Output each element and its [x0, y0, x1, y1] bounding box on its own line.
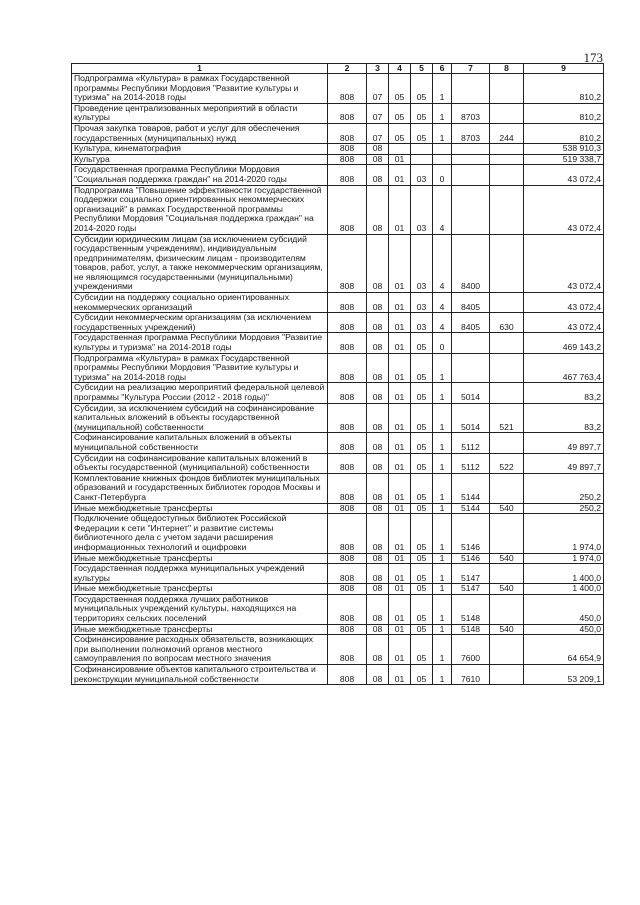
- table-row: [72, 293, 604, 313]
- ministry-code-cell: 808: [328, 514, 367, 553]
- program-code-cell: 05: [411, 635, 433, 665]
- amount-cell: 43 072,4: [524, 165, 604, 185]
- table-row: [72, 503, 604, 514]
- program-code-cell: 03: [411, 185, 433, 234]
- table-row: [72, 453, 604, 473]
- table-row: [72, 144, 604, 155]
- program-code-cell: 03: [411, 293, 433, 313]
- item-name-cell: Проведение централизованных мероприятий в области культуры: [72, 103, 328, 123]
- ministry-code-cell: 808: [328, 74, 367, 104]
- program-code-cell: 05: [411, 503, 433, 514]
- subprogram-code-cell: [433, 144, 452, 155]
- subsection-code-cell: 01: [389, 514, 411, 553]
- section-code-cell: 08: [367, 144, 389, 155]
- section-code-cell: 08: [367, 433, 389, 453]
- section-code-cell: 07: [367, 123, 389, 143]
- ministry-code-cell: 808: [328, 635, 367, 665]
- column-header: 6: [433, 64, 452, 74]
- amount-cell: 519 338,7: [524, 154, 604, 165]
- section-code-cell: 08: [367, 624, 389, 635]
- section-code-cell: 08: [367, 503, 389, 514]
- expense-type-code-cell: 244: [490, 123, 524, 143]
- target-code-cell: 5148: [452, 624, 490, 635]
- subprogram-code-cell: 1: [433, 665, 452, 685]
- expense-type-code-cell: 540: [490, 553, 524, 564]
- subprogram-code-cell: 1: [433, 433, 452, 453]
- subsection-code-cell: 01: [389, 665, 411, 685]
- amount-cell: 810,2: [524, 103, 604, 123]
- column-header: 2: [328, 64, 367, 74]
- subprogram-code-cell: 1: [433, 594, 452, 624]
- table-row: [72, 74, 604, 104]
- subsection-code-cell: 01: [389, 635, 411, 665]
- amount-cell: 83,2: [524, 403, 604, 433]
- target-code-cell: 8405: [452, 293, 490, 313]
- table-body: [72, 74, 604, 685]
- expense-type-code-cell: [490, 165, 524, 185]
- subprogram-code-cell: 1: [433, 383, 452, 403]
- table-row: [72, 154, 604, 165]
- subsection-code-cell: 01: [389, 313, 411, 333]
- subsection-code-cell: 05: [389, 74, 411, 104]
- subprogram-code-cell: 1: [433, 403, 452, 433]
- program-code-cell: 05: [411, 594, 433, 624]
- table-row: [72, 635, 604, 665]
- target-code-cell: [452, 165, 490, 185]
- table-row: [72, 473, 604, 503]
- table-row: [72, 553, 604, 564]
- item-name-cell: Субсидии на поддержку социально ориентированных некоммерческих организаций: [72, 293, 328, 313]
- target-code-cell: 7610: [452, 665, 490, 685]
- column-header: 8: [490, 64, 524, 74]
- ministry-code-cell: 808: [328, 103, 367, 123]
- table-row: [72, 624, 604, 635]
- section-code-cell: 08: [367, 564, 389, 584]
- expense-type-code-cell: [490, 473, 524, 503]
- expense-type-code-cell: [490, 665, 524, 685]
- expense-type-code-cell: [490, 433, 524, 453]
- item-name-cell: Культура, кинематография: [72, 144, 328, 155]
- item-name-cell: Подпрограмма «Культура» в рамках Государственной программы Республики Мордовия "Развитие культуры и туризма" на 2014-2018 годы: [72, 353, 328, 383]
- subprogram-code-cell: [433, 154, 452, 165]
- ministry-code-cell: 808: [328, 584, 367, 595]
- expense-type-code-cell: 630: [490, 313, 524, 333]
- ministry-code-cell: 808: [328, 594, 367, 624]
- amount-cell: 1 400,0: [524, 564, 604, 584]
- table-row: [72, 383, 604, 403]
- table-row: [72, 123, 604, 143]
- table-row: [72, 234, 604, 293]
- subsection-code-cell: 05: [389, 103, 411, 123]
- amount-cell: 53 209,1: [524, 665, 604, 685]
- subsection-code-cell: 01: [389, 234, 411, 293]
- amount-cell: 1 974,0: [524, 553, 604, 564]
- subsection-code-cell: 01: [389, 353, 411, 383]
- table-row: [72, 594, 604, 624]
- subprogram-code-cell: 1: [433, 353, 452, 383]
- subsection-code-cell: 01: [389, 624, 411, 635]
- subprogram-code-cell: 1: [433, 74, 452, 104]
- section-code-cell: 08: [367, 635, 389, 665]
- expense-type-code-cell: [490, 383, 524, 403]
- subsection-code-cell: 01: [389, 165, 411, 185]
- program-code-cell: 05: [411, 514, 433, 553]
- amount-cell: 1 974,0: [524, 514, 604, 553]
- section-code-cell: 08: [367, 514, 389, 553]
- target-code-cell: 5148: [452, 594, 490, 624]
- section-code-cell: 08: [367, 333, 389, 353]
- item-name-cell: Комплектование книжных фондов библиотек муниципальных образований и государственных библиотек городов Москвы и Санкт-Петербурга: [72, 473, 328, 503]
- section-code-cell: 08: [367, 453, 389, 473]
- subprogram-code-cell: 1: [433, 123, 452, 143]
- subsection-code-cell: 01: [389, 433, 411, 453]
- item-name-cell: Софинансирование объектов капитального строительства и реконструкции муниципальной собственности: [72, 665, 328, 685]
- table-row: [72, 665, 604, 685]
- amount-cell: 1 400,0: [524, 584, 604, 595]
- program-code-cell: 05: [411, 433, 433, 453]
- expense-type-code-cell: [490, 144, 524, 155]
- subsection-code-cell: 01: [389, 553, 411, 564]
- column-header: 9: [524, 64, 604, 74]
- ministry-code-cell: 808: [328, 383, 367, 403]
- target-code-cell: [452, 185, 490, 234]
- column-header: 1: [72, 64, 328, 74]
- expense-type-code-cell: [490, 635, 524, 665]
- subprogram-code-cell: 1: [433, 564, 452, 584]
- expense-type-code-cell: [490, 353, 524, 383]
- table-row: [72, 433, 604, 453]
- column-header: 3: [367, 64, 389, 74]
- section-code-cell: 08: [367, 353, 389, 383]
- program-code-cell: 05: [411, 123, 433, 143]
- table-row: [72, 313, 604, 333]
- section-code-cell: 08: [367, 584, 389, 595]
- ministry-code-cell: 808: [328, 665, 367, 685]
- subsection-code-cell: 01: [389, 333, 411, 353]
- amount-cell: 538 910,3: [524, 144, 604, 155]
- item-name-cell: Государственная поддержка муниципальных учреждений культуры: [72, 564, 328, 584]
- expense-type-code-cell: [490, 564, 524, 584]
- section-code-cell: 08: [367, 594, 389, 624]
- subsection-code-cell: 01: [389, 594, 411, 624]
- target-code-cell: 5014: [452, 403, 490, 433]
- target-code-cell: [452, 353, 490, 383]
- amount-cell: 250,2: [524, 503, 604, 514]
- amount-cell: 83,2: [524, 383, 604, 403]
- section-code-cell: 08: [367, 665, 389, 685]
- program-code-cell: 05: [411, 383, 433, 403]
- program-code-cell: 03: [411, 313, 433, 333]
- subprogram-code-cell: 1: [433, 503, 452, 514]
- ministry-code-cell: 808: [328, 453, 367, 473]
- subsection-code-cell: 01: [389, 154, 411, 165]
- table-row: [72, 514, 604, 553]
- amount-cell: 64 654,9: [524, 635, 604, 665]
- amount-cell: 43 072,4: [524, 313, 604, 333]
- subsection-code-cell: 01: [389, 503, 411, 514]
- ministry-code-cell: 808: [328, 564, 367, 584]
- column-header: 5: [411, 64, 433, 74]
- subprogram-code-cell: 1: [433, 473, 452, 503]
- ministry-code-cell: 808: [328, 553, 367, 564]
- target-code-cell: 5147: [452, 584, 490, 595]
- program-code-cell: 03: [411, 165, 433, 185]
- amount-cell: 43 072,4: [524, 234, 604, 293]
- target-code-cell: 5144: [452, 503, 490, 514]
- expense-type-code-cell: [490, 333, 524, 353]
- subsection-code-cell: 01: [389, 185, 411, 234]
- item-name-cell: Подпрограмма «Культура» в рамках Государственной программы Республики Мордовия "Развитие культуры и туризма" на 2014-2018 годы: [72, 74, 328, 104]
- target-code-cell: 7600: [452, 635, 490, 665]
- amount-cell: 250,2: [524, 473, 604, 503]
- section-code-cell: 08: [367, 383, 389, 403]
- subprogram-code-cell: 0: [433, 165, 452, 185]
- subprogram-code-cell: 1: [433, 584, 452, 595]
- item-name-cell: Подпрограмма "Повышение эффективности государственной поддержки социально ориентированных некоммерческих организаций" в рамках Государственной программы Республики Мордовия "Социальная поддержка граждан" на 2014-2020 годы: [72, 185, 328, 234]
- table-row: [72, 584, 604, 595]
- amount-cell: 43 072,4: [524, 185, 604, 234]
- expense-type-code-cell: 540: [490, 503, 524, 514]
- program-code-cell: 05: [411, 564, 433, 584]
- target-code-cell: 5144: [452, 473, 490, 503]
- program-code-cell: 05: [411, 74, 433, 104]
- table-row: [72, 103, 604, 123]
- section-code-cell: 08: [367, 313, 389, 333]
- item-name-cell: Софинансирование расходных обязательств, возникающих при выполнении полномочий органов местного самоуправления по вопросам местного значения: [72, 635, 328, 665]
- amount-cell: 469 143,2: [524, 333, 604, 353]
- item-name-cell: Иные межбюджетные трансферты: [72, 553, 328, 564]
- section-code-cell: 08: [367, 553, 389, 564]
- program-code-cell: [411, 144, 433, 155]
- item-name-cell: Субсидии на реализацию мероприятий федеральной целевой программы "Культура России (2012 - 2018 годы)": [72, 383, 328, 403]
- expense-type-code-cell: 540: [490, 624, 524, 635]
- target-code-cell: [452, 74, 490, 104]
- program-code-cell: 03: [411, 234, 433, 293]
- expense-type-code-cell: [490, 594, 524, 624]
- item-name-cell: Субсидии на софинансирование капитальных вложений в объекты государственной (муниципальной) собственности: [72, 453, 328, 473]
- target-code-cell: 8703: [452, 103, 490, 123]
- target-code-cell: 8400: [452, 234, 490, 293]
- ministry-code-cell: 808: [328, 403, 367, 433]
- table-row: [72, 185, 604, 234]
- ministry-code-cell: 808: [328, 154, 367, 165]
- section-code-cell: 08: [367, 165, 389, 185]
- expense-type-code-cell: 540: [490, 584, 524, 595]
- subprogram-code-cell: 4: [433, 293, 452, 313]
- ministry-code-cell: 808: [328, 433, 367, 453]
- item-name-cell: Иные межбюджетные трансферты: [72, 503, 328, 514]
- expense-type-code-cell: [490, 234, 524, 293]
- item-name-cell: Субсидии, за исключением субсидий на софинансирование капитальных вложений в объекты государственной (муниципальной) собственности: [72, 403, 328, 433]
- program-code-cell: 05: [411, 553, 433, 564]
- table-row: [72, 353, 604, 383]
- target-code-cell: 5147: [452, 564, 490, 584]
- ministry-code-cell: 808: [328, 333, 367, 353]
- target-code-cell: 8405: [452, 313, 490, 333]
- subprogram-code-cell: 1: [433, 635, 452, 665]
- subprogram-code-cell: 1: [433, 553, 452, 564]
- subprogram-code-cell: 1: [433, 453, 452, 473]
- amount-cell: 450,0: [524, 624, 604, 635]
- ministry-code-cell: 808: [328, 624, 367, 635]
- program-code-cell: 05: [411, 103, 433, 123]
- section-code-cell: 08: [367, 234, 389, 293]
- program-code-cell: 05: [411, 403, 433, 433]
- item-name-cell: Иные межбюджетные трансферты: [72, 624, 328, 635]
- target-code-cell: [452, 144, 490, 155]
- amount-cell: 450,0: [524, 594, 604, 624]
- amount-cell: 43 072,4: [524, 293, 604, 313]
- item-name-cell: Государственная программа Республики Мордовия "Социальная поддержка граждан" на 2014-2020 годы: [72, 165, 328, 185]
- ministry-code-cell: 808: [328, 353, 367, 383]
- expense-type-code-cell: 521: [490, 403, 524, 433]
- subprogram-code-cell: 1: [433, 624, 452, 635]
- target-code-cell: 5014: [452, 383, 490, 403]
- program-code-cell: [411, 154, 433, 165]
- subsection-code-cell: 01: [389, 403, 411, 433]
- expense-type-code-cell: [490, 154, 524, 165]
- amount-cell: 810,2: [524, 123, 604, 143]
- section-code-cell: 08: [367, 293, 389, 313]
- subsection-code-cell: 01: [389, 453, 411, 473]
- section-code-cell: 08: [367, 403, 389, 433]
- ministry-code-cell: 808: [328, 473, 367, 503]
- ministry-code-cell: 808: [328, 185, 367, 234]
- subprogram-code-cell: 4: [433, 313, 452, 333]
- item-name-cell: Субсидии некоммерческим организациям (за исключением государственных учреждений): [72, 313, 328, 333]
- target-code-cell: 5112: [452, 453, 490, 473]
- target-code-cell: 5112: [452, 433, 490, 453]
- expense-type-code-cell: [490, 185, 524, 234]
- subsection-code-cell: 05: [389, 123, 411, 143]
- amount-cell: 810,2: [524, 74, 604, 104]
- column-header: 4: [389, 64, 411, 74]
- ministry-code-cell: 808: [328, 123, 367, 143]
- subprogram-code-cell: 0: [433, 333, 452, 353]
- subsection-code-cell: 01: [389, 564, 411, 584]
- target-code-cell: [452, 333, 490, 353]
- ministry-code-cell: 808: [328, 503, 367, 514]
- target-code-cell: 5146: [452, 553, 490, 564]
- expense-type-code-cell: [490, 74, 524, 104]
- item-name-cell: Прочая закупка товаров, работ и услуг для обеспечения государственных (муниципальных) нужд: [72, 123, 328, 143]
- section-code-cell: 08: [367, 154, 389, 165]
- table-row: [72, 564, 604, 584]
- table-row: [72, 333, 604, 353]
- section-code-cell: 07: [367, 103, 389, 123]
- section-code-cell: 07: [367, 74, 389, 104]
- target-code-cell: [452, 154, 490, 165]
- table-row: [72, 165, 604, 185]
- subsection-code-cell: [389, 144, 411, 155]
- subprogram-code-cell: 1: [433, 103, 452, 123]
- expense-type-code-cell: 522: [490, 453, 524, 473]
- column-header: 7: [452, 64, 490, 74]
- expense-type-code-cell: [490, 514, 524, 553]
- item-name-cell: Государственная поддержка лучших работников муниципальных учреждений культуры, находящихся на территориях сельских поселений: [72, 594, 328, 624]
- subprogram-code-cell: 1: [433, 514, 452, 553]
- program-code-cell: 05: [411, 353, 433, 383]
- item-name-cell: Государственная программа Республики Мордовия "Развитие культуры и туризма" на 2014-2018 годы: [72, 333, 328, 353]
- ministry-code-cell: 808: [328, 234, 367, 293]
- expense-type-code-cell: [490, 293, 524, 313]
- item-name-cell: Субсидии юридическим лицам (за исключением субсидий государственным учреждениям), индивидуальным предпринимателям, физическим лицам - производителям товаров, работ, услуг, а также некоммерческим организациям, не являющимся государственными (муниципальными) учреждениями: [72, 234, 328, 293]
- target-code-cell: 8703: [452, 123, 490, 143]
- page-number: 173: [583, 50, 603, 65]
- subsection-code-cell: 01: [389, 473, 411, 503]
- subprogram-code-cell: 4: [433, 234, 452, 293]
- program-code-cell: 05: [411, 665, 433, 685]
- program-code-cell: 05: [411, 333, 433, 353]
- subsection-code-cell: 01: [389, 293, 411, 313]
- program-code-cell: 05: [411, 624, 433, 635]
- ministry-code-cell: 808: [328, 313, 367, 333]
- table-row: [72, 403, 604, 433]
- amount-cell: 467 763,4: [524, 353, 604, 383]
- section-code-cell: 08: [367, 185, 389, 234]
- expense-type-code-cell: [490, 103, 524, 123]
- item-name-cell: Культура: [72, 154, 328, 165]
- amount-cell: 49 897,7: [524, 453, 604, 473]
- ministry-code-cell: 808: [328, 165, 367, 185]
- program-code-cell: 05: [411, 584, 433, 595]
- subprogram-code-cell: 4: [433, 185, 452, 234]
- target-code-cell: 5146: [452, 514, 490, 553]
- amount-cell: 49 897,7: [524, 433, 604, 453]
- table-header-row: [72, 64, 604, 74]
- subsection-code-cell: 01: [389, 383, 411, 403]
- program-code-cell: 05: [411, 473, 433, 503]
- section-code-cell: 08: [367, 473, 389, 503]
- item-name-cell: Софинансирование капитальных вложений в объекты муниципальной собственности: [72, 433, 328, 453]
- ministry-code-cell: 808: [328, 293, 367, 313]
- program-code-cell: 05: [411, 453, 433, 473]
- item-name-cell: Подключение общедоступных библиотек Российской Федерации к сети "Интернет" и развитие системы библиотечного дела с учетом задачи расширения информационных технологий и оцифровки: [72, 514, 328, 553]
- ministry-code-cell: 808: [328, 144, 367, 155]
- budget-table: [71, 63, 604, 685]
- subsection-code-cell: 01: [389, 584, 411, 595]
- item-name-cell: Иные межбюджетные трансферты: [72, 584, 328, 595]
